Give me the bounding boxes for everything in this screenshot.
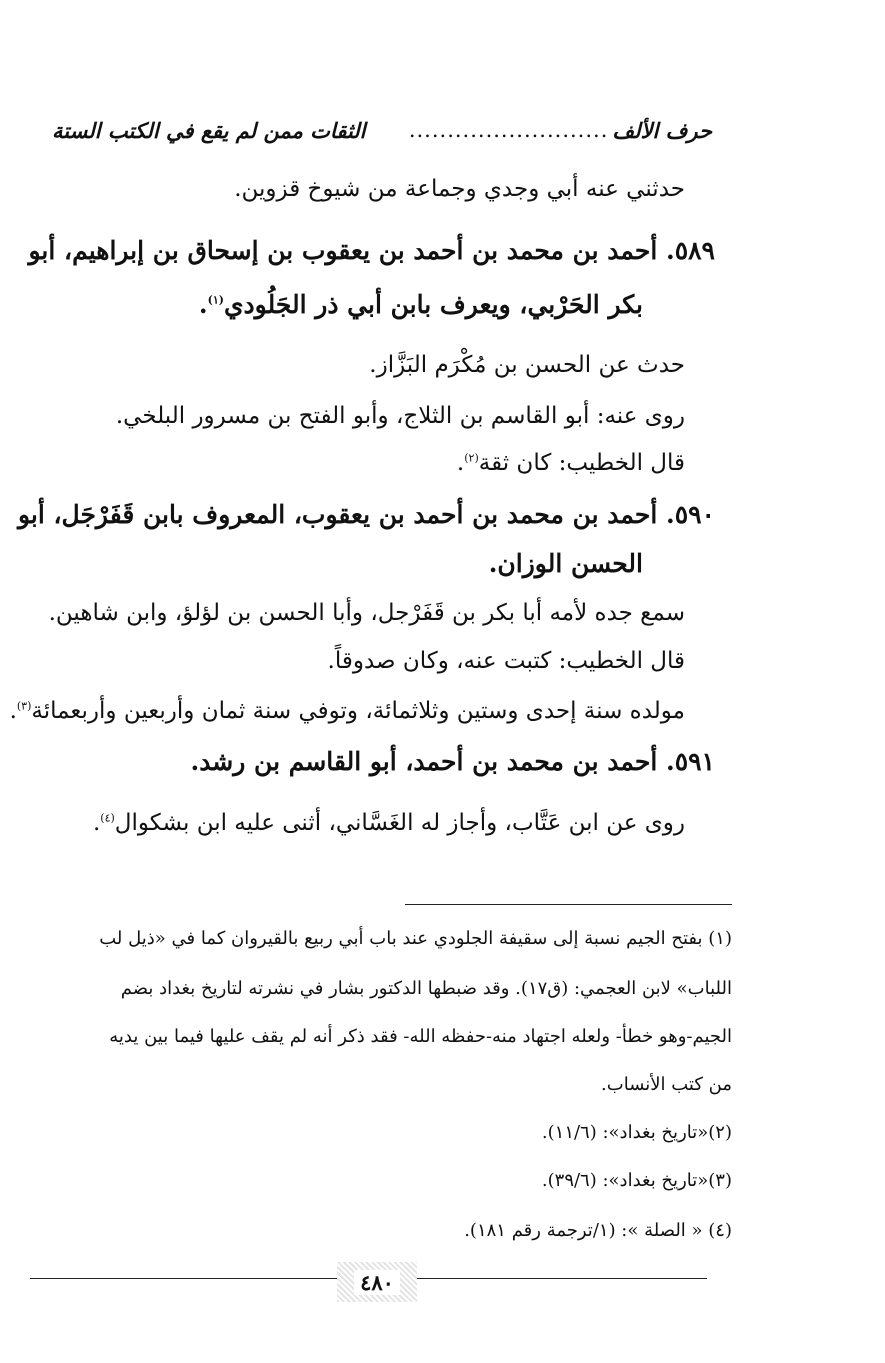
footnote-ref-2: (٢) bbox=[464, 451, 479, 465]
entry-589-line-1: حدث عن الحسن بن مُكْرَم البَزَّاز. bbox=[369, 352, 685, 378]
entry-590-line-2: قال الخطيب: كتبت عنه، وكان صدوقاً. bbox=[327, 648, 685, 674]
entry-589-heading-text: بكر الحَرْبي، ويعرف بابن أبي ذر الجَلُودي bbox=[223, 290, 643, 319]
folio-rule-right bbox=[417, 1278, 707, 1279]
page-number: ٤٨٠ bbox=[354, 1270, 400, 1295]
folio-rule-left bbox=[30, 1278, 337, 1279]
entry-589-line-2: روى عنه: أبو القاسم بن الثلاج، وأبو الفتح بن مسرور البلخي. bbox=[115, 403, 685, 429]
running-header bbox=[52, 112, 712, 148]
footnote-ref-1: (١) bbox=[207, 293, 224, 307]
footnote-2: (٢)«تاريخ بغداد»: (١١/٦). bbox=[541, 1122, 732, 1143]
footnote-ref-4: (٤) bbox=[100, 811, 115, 825]
header-chapter-title: حرف الألف bbox=[612, 117, 712, 143]
entry-591-heading: ٥٩١. أحمد بن محمد بن أحمد، أبو القاسم بن رشد. bbox=[190, 747, 715, 776]
page-number-box bbox=[337, 1262, 417, 1302]
entry-590-heading-line1: ٥٩٠. أحمد بن محمد بن أحمد بن يعقوب، المعروف بابن قَفَرْجَل، أبو bbox=[17, 500, 715, 529]
footnote-3: (٣)«تاريخ بغداد»: (٣٩/٦). bbox=[541, 1170, 732, 1191]
entry-590-line-1: سمع جده لأمه أبا بكر بن قَفَرْجل، وأبا الحسن بن لؤلؤ، وابن شاهين. bbox=[48, 600, 685, 626]
intro-text: حدثني عنه أبي وجدي وجماعة من شيوخ قزوين. bbox=[234, 176, 685, 202]
footnote-4: (٤) « الصلة »: (١/ترجمة رقم ١٨١). bbox=[464, 1220, 732, 1241]
footnote-separator bbox=[405, 904, 732, 905]
entry-590-line-3-text: مولده سنة إحدى وستين وثلاثمائة، وتوفي سنة ثمان وأربعين وأربعمائة bbox=[31, 698, 685, 724]
footnote-1-line-3: الجيم-وهو خطأ- ولعله اجتهاد منه-حفظه الله- فقد ذكر أنه لم يقف عليها فيما بين يديه bbox=[109, 1026, 732, 1047]
entry-589-heading-line2: بكر الحَرْبي، ويعرف بابن أبي ذر الجَلُودي$^{(١)}$. bbox=[198, 290, 643, 319]
footnote-1-line-2: اللباب» لابن العجمي: (ق١٧). وقد ضبطها الدكتور بشار في نشرته لتاريخ بغداد بضم bbox=[120, 978, 732, 999]
footnote-1-line-4: من كتب الأنساب. bbox=[601, 1074, 732, 1095]
entry-591-line-1: روى عن ابن عَتَّاب، وأجاز له الغَسَّاني، أثنى عليه ابن بشكوال$^{(٤)}$. bbox=[92, 810, 685, 836]
entry-591-line-1-text: روى عن ابن عَتَّاب، وأجاز له الغَسَّاني، أثنى عليه ابن بشكوال bbox=[114, 810, 685, 836]
entry-590-line-3: مولده سنة إحدى وستين وثلاثمائة، وتوفي سنة ثمان وأربعين وأربعمائة$^{(٣)}$. bbox=[9, 698, 685, 724]
header-book-title: الثقات ممن لم يقع في الكتب الستة bbox=[52, 117, 366, 143]
footnote-1-line-1: (١) بفتح الجيم نسبة إلى سقيفة الجلودي عند باب أبي ربيع بالقيروان كما في «ذيل لب bbox=[99, 928, 732, 949]
entry-589-line-3: قال الخطيب: كان ثقة$^{(٢)}$. bbox=[456, 450, 685, 476]
footnote-ref-3: (٣) bbox=[16, 699, 32, 713]
header-leader-dots: .......................... bbox=[408, 118, 609, 142]
entry-589-heading-line1: ٥٨٩. أحمد بن محمد بن أحمد بن يعقوب بن إسحاق بن إبراهيم، أبو bbox=[28, 236, 715, 265]
entry-589-line-3-text: قال الخطيب: كان ثقة bbox=[478, 450, 685, 476]
entry-590-heading-line2: الحسن الوزان. bbox=[488, 549, 643, 578]
